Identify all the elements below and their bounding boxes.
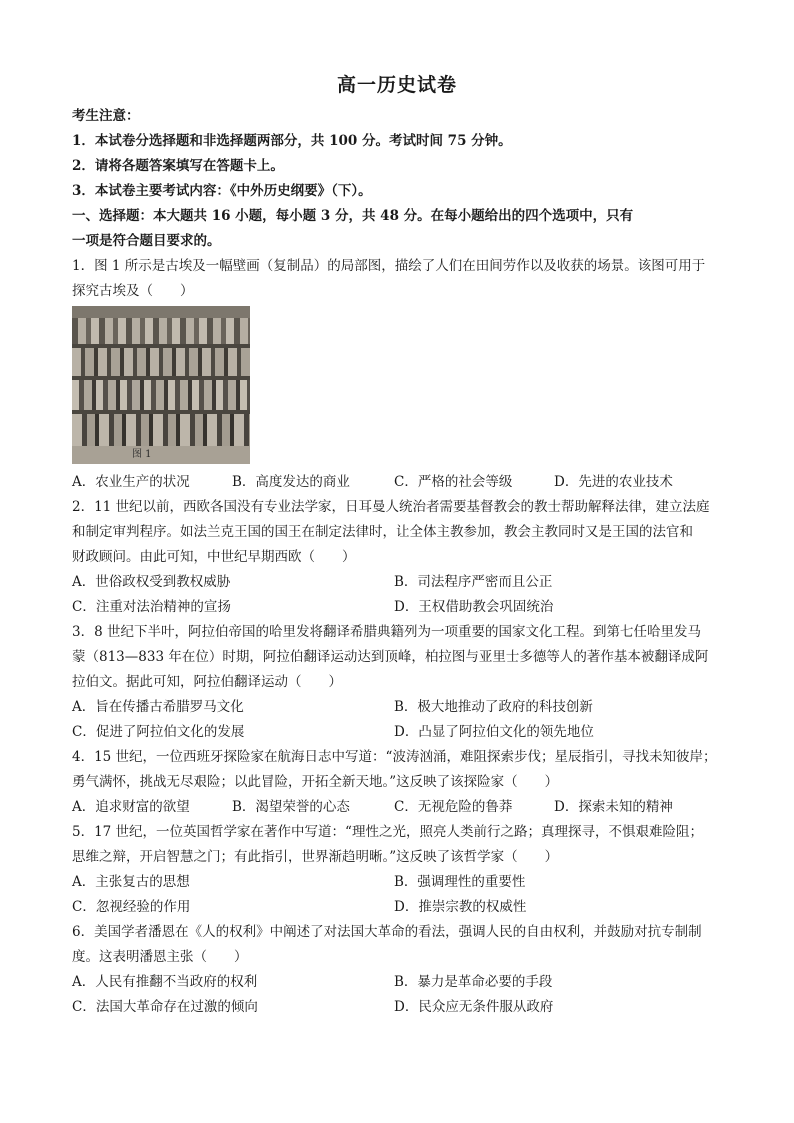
notice-item: 2．请将各题答案填写在答题卡上。: [72, 158, 284, 174]
option-a: A．人民有推翻不当政府的权利: [72, 974, 258, 990]
question-stem: 思维之辩，开启智慧之门；有此指引，世界渐趋明晰。”这反映了该哲学家（ ）: [72, 849, 559, 865]
option-a: A．追求财富的欲望: [72, 799, 190, 815]
option-c: C．促进了阿拉伯文化的发展: [72, 724, 245, 740]
question-stem: 5．17 世纪，一位英国哲学家在著作中写道：“理性之光，照亮人类前行之路；真理探寻，不惧艰难险阻；: [72, 824, 703, 840]
question-stem: 蒙（813—833 年在位）时期，阿拉伯翻译运动达到顶峰，柏拉图与亚里士多德等人的著作基本被翻译成阿: [72, 649, 709, 665]
question-stem: 财政顾问。由此可知，中世纪早期西欧（ ）: [72, 549, 356, 565]
figure-caption: 图 1: [132, 449, 152, 460]
section-heading: 一、选择题：本大题共 16 小题，每小题 3 分，共 48 分。在每小题给出的四个选项中，只有: [72, 208, 634, 224]
question-stem: 3．8 世纪下半叶，阿拉伯帝国的哈里发将翻译希腊典籍列为一项重要的国家文化工程。到第七任哈里发马: [72, 624, 701, 640]
page-title: 高一历史试卷: [336, 74, 457, 96]
option-a: A．旨在传播古希腊罗马文化: [72, 699, 244, 715]
question-stem: 4．15 世纪，一位西班牙探险家在航海日志中写道：“波涛汹涌，难阻探索步伐；星辰指引，寻找未知彼岸；: [72, 749, 717, 765]
option-a: A．主张复古的思想: [72, 874, 190, 890]
question-stem: 度。这表明潘恩主张（ ）: [72, 949, 248, 965]
notice-heading: 考生注意：: [72, 108, 140, 124]
option-c: C．法国大革命存在过激的倾向: [72, 999, 258, 1015]
option-d: D．推崇宗教的权威性: [394, 899, 527, 915]
option-b: B．渴望荣誉的心态: [232, 799, 350, 815]
option-c: C．注重对法治精神的宣扬: [72, 599, 231, 615]
notice-item: 1．本试卷分选择题和非选择题两部分，共 100 分。考试时间 75 分钟。: [72, 133, 512, 149]
option-d: D．凸显了阿拉伯文化的领先地位: [394, 724, 594, 740]
option-c: C．忽视经验的作用: [72, 899, 191, 915]
question-stem: 1．图 1 所示是古埃及一幅壁画（复制品）的局部图，描绘了人们在田间劳作以及收获的场景。该图可用于: [72, 258, 706, 274]
figure-egyptian-mural: [72, 306, 250, 464]
option-b: B．极大地推动了政府的科技创新: [394, 699, 593, 715]
option-a: A．世俗政权受到教权威胁: [72, 574, 231, 590]
question-stem: 6．美国学者潘恩在《人的权利》中阐述了对法国大革命的看法，强调人民的自由权利，并鼓励对抗专制制: [72, 924, 702, 940]
option-b: B．暴力是革命必要的手段: [394, 974, 553, 990]
question-stem: 和制定审判程序。如法兰克王国的国王在制定法律时，让全体主教参加，教会主教同时又是王国的法官和: [72, 524, 693, 540]
option-b: B．强调理性的重要性: [394, 874, 526, 890]
section-heading-cont: 一项是符合题目要求的。: [72, 233, 221, 249]
option-d: D．先进的农业技术: [554, 474, 673, 490]
question-stem: 探究古埃及（ ）: [72, 283, 194, 299]
option-d: D．王权借助教会巩固统治: [394, 599, 554, 615]
option-b: B．司法程序严密而且公正: [394, 574, 553, 590]
option-a: A．农业生产的状况: [72, 474, 190, 490]
notice-item: 3．本试卷主要考试内容：《中外历史纲要》（下）。: [72, 183, 372, 199]
option-d: D．探索未知的精神: [554, 799, 673, 815]
question-stem: 勇气满怀，挑战无尽艰险；以此冒险，开拓全新天地。”这反映了该探险家（ ）: [72, 774, 559, 790]
option-b: B．高度发达的商业: [232, 474, 350, 490]
option-c: C．严格的社会等级: [394, 474, 513, 490]
question-stem: 2．11 世纪以前，西欧各国没有专业法学家，日耳曼人统治者需要基督教会的教士帮助解释法律，建立法庭: [72, 499, 710, 515]
option-d: D．民众应无条件服从政府: [394, 999, 554, 1015]
question-stem: 拉伯文。据此可知，阿拉伯翻译运动（ ）: [72, 674, 342, 690]
option-c: C．无视危险的鲁莽: [394, 799, 513, 815]
